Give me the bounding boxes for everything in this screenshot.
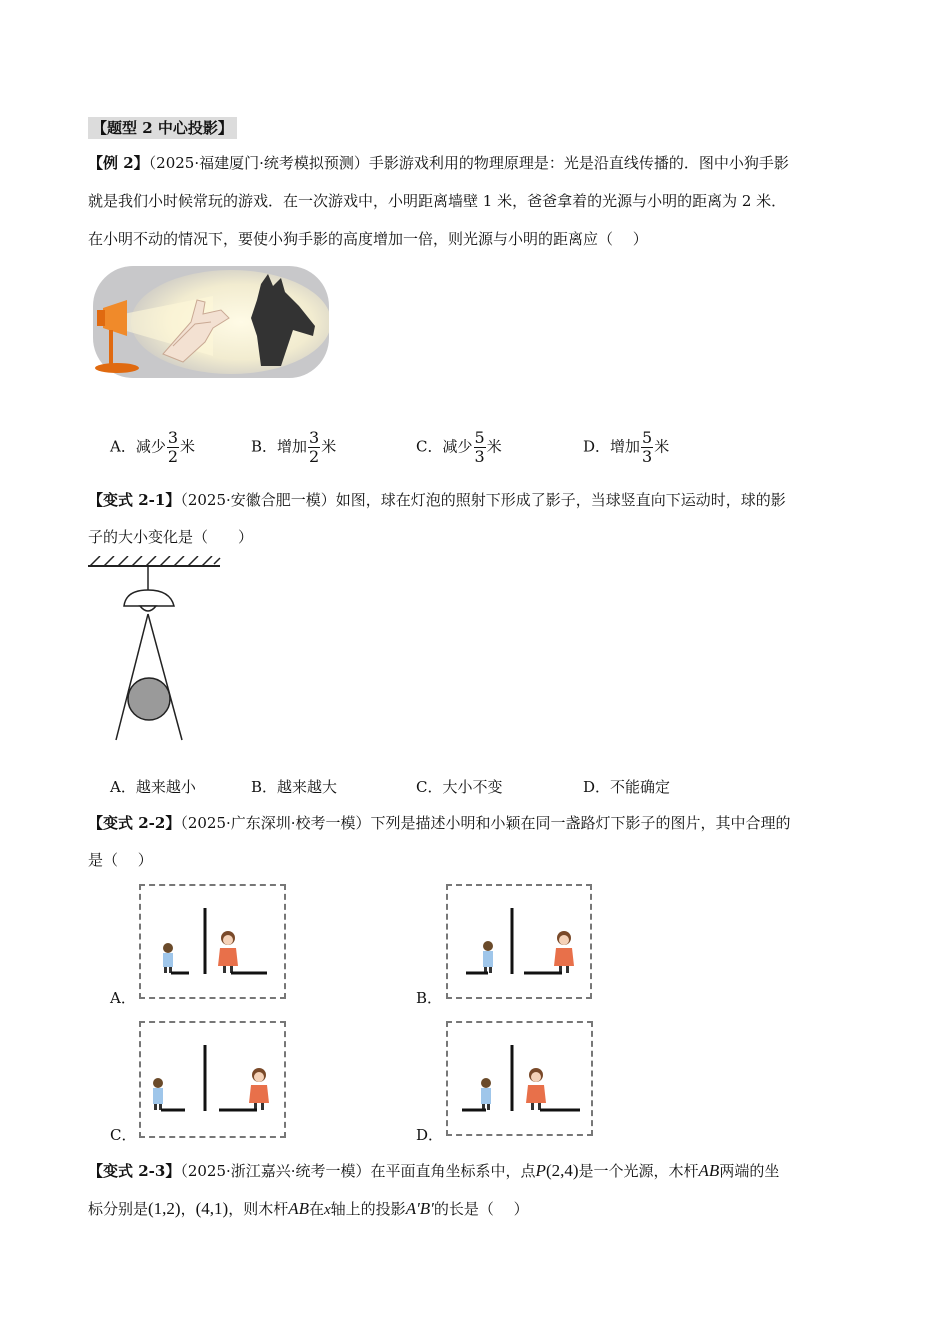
girl-figure (526, 1068, 546, 1110)
variant22-tag: 【变式 2-2】 (88, 814, 181, 832)
option-unit: 米 (321, 437, 337, 456)
denominator: 2 (167, 447, 179, 466)
variant23-text-h: 的长是（ ） (433, 1200, 529, 1218)
separator: ， (180, 1200, 196, 1218)
example2-line1 (88, 153, 789, 173)
boy-figure (153, 1078, 163, 1110)
option-unit: 米 (180, 437, 196, 456)
numerator: 5 (642, 428, 653, 447)
variant22-line2: 是（ ） (88, 851, 153, 869)
example2-tag: 【例 2】 (88, 154, 149, 172)
example2-option-d[interactable] (583, 429, 669, 466)
example2-option-b[interactable] (251, 429, 336, 466)
option-label: D． (583, 437, 611, 456)
denominator: 2 (309, 447, 320, 466)
variant21-line1 (88, 490, 786, 510)
variant22-label-b: B． (416, 989, 443, 1007)
lamp-ball-diagram (86, 556, 226, 746)
example2-option-a[interactable] (110, 429, 195, 466)
option-label: C． (416, 437, 443, 456)
math-projection: A′B′ (405, 1199, 434, 1218)
boy-figure (163, 943, 173, 973)
variant22-label-a: A． (110, 989, 136, 1007)
numerator: 3 (167, 428, 179, 447)
variant21-option-d[interactable]: D．不能确定 (583, 778, 671, 796)
example2-line2: 就是我们小时候常玩的游戏．在一次游戏中，小明距离墙壁 1 米，爸爸拿着的光源与小明的距离为 2 米． (88, 192, 787, 210)
variant22-line1 (88, 813, 791, 833)
example2-option-c[interactable] (416, 429, 502, 466)
variant22-line1-text: （2025·广东深圳·校考一模）下列是描述小明和小颖在同一盏路灯下影子的图片，其中合理的 (180, 814, 791, 832)
math-rod-ab: AB (698, 1161, 720, 1180)
variant23-tag: 【变式 2-3】 (88, 1162, 181, 1180)
option-verb: 增加 (277, 437, 308, 456)
variant23-text-f: 在 (308, 1200, 324, 1218)
math-coord-2: (4,1) (195, 1199, 229, 1218)
boy-figure (483, 941, 493, 973)
variant23-text-b: 是一个光源，木杆 (578, 1162, 699, 1180)
boy-figure (481, 1078, 491, 1110)
section-heading: 【题型 2 中心投影】 (88, 117, 237, 139)
girl-figure (249, 1068, 269, 1110)
variant21-option-c[interactable]: C．大小不变 (416, 778, 503, 796)
option-unit: 米 (654, 437, 670, 456)
math-point-p: P (535, 1161, 546, 1180)
option-verb: 增加 (610, 437, 641, 456)
math-axis-x: x (324, 1202, 331, 1218)
variant23-text-d: 标分别是 (88, 1200, 149, 1218)
option-verb: 减少 (135, 437, 166, 456)
shadow-box-b[interactable] (446, 884, 592, 999)
variant23-line1 (88, 1161, 779, 1181)
denominator: 3 (474, 447, 485, 466)
numerator: 5 (474, 428, 485, 447)
shadow-box-d[interactable] (446, 1021, 593, 1136)
fraction (167, 429, 179, 466)
variant23-text-g: 轴上的投影 (330, 1200, 406, 1218)
ceiling-hatching (90, 556, 220, 566)
variant23-text-a: （2025·浙江嘉兴·统考一模）在平面直角坐标系中，点 (180, 1162, 536, 1180)
variant21-line1-text: （2025·安徽合肥一模）如图，球在灯泡的照射下形成了影子，当球竖直向下运动时，球的影 (180, 491, 786, 509)
option-label: A． (110, 437, 136, 456)
variant23-line2 (88, 1199, 529, 1220)
math-rod-ab-2: AB (288, 1199, 309, 1218)
variant21-line2: 子的大小变化是（ ） (88, 528, 254, 546)
variant21-option-b[interactable]: B．越来越大 (251, 778, 338, 796)
girl-figure (554, 931, 574, 973)
variant23-text-c: 两端的坐 (719, 1162, 780, 1180)
math-point-p-coord: (2,4) (545, 1161, 579, 1180)
girl-figure (218, 931, 238, 973)
math-coord-1: (1,2) (148, 1199, 181, 1218)
option-label: B． (251, 437, 278, 456)
option-unit: 米 (486, 437, 502, 456)
hand-shadow-illustration (93, 266, 329, 378)
fraction (308, 429, 320, 466)
numerator: 3 (309, 428, 320, 447)
variant21-option-a[interactable]: A．越来越小 (110, 778, 196, 796)
variant22-label-c: C． (110, 1126, 137, 1144)
example2-line1-text: （2025·福建厦门·统考模拟预测）手影游戏利用的物理原理是：光是沿直线传播的．图中小狗手影 (148, 154, 789, 172)
fraction (641, 429, 653, 466)
fraction (474, 429, 486, 466)
shadow-box-a[interactable] (139, 884, 286, 999)
denominator: 3 (642, 447, 653, 466)
variant21-tag: 【变式 2-1】 (88, 491, 181, 509)
variant23-text-e: ，则木杆 (228, 1200, 289, 1218)
example2-line3: 在小明不动的情况下，要使小狗手影的高度增加一倍，则光源与小明的距离应（ ） (88, 230, 648, 248)
option-verb: 减少 (442, 437, 473, 456)
variant22-label-d: D． (416, 1126, 444, 1144)
shadow-box-c[interactable] (139, 1021, 286, 1138)
